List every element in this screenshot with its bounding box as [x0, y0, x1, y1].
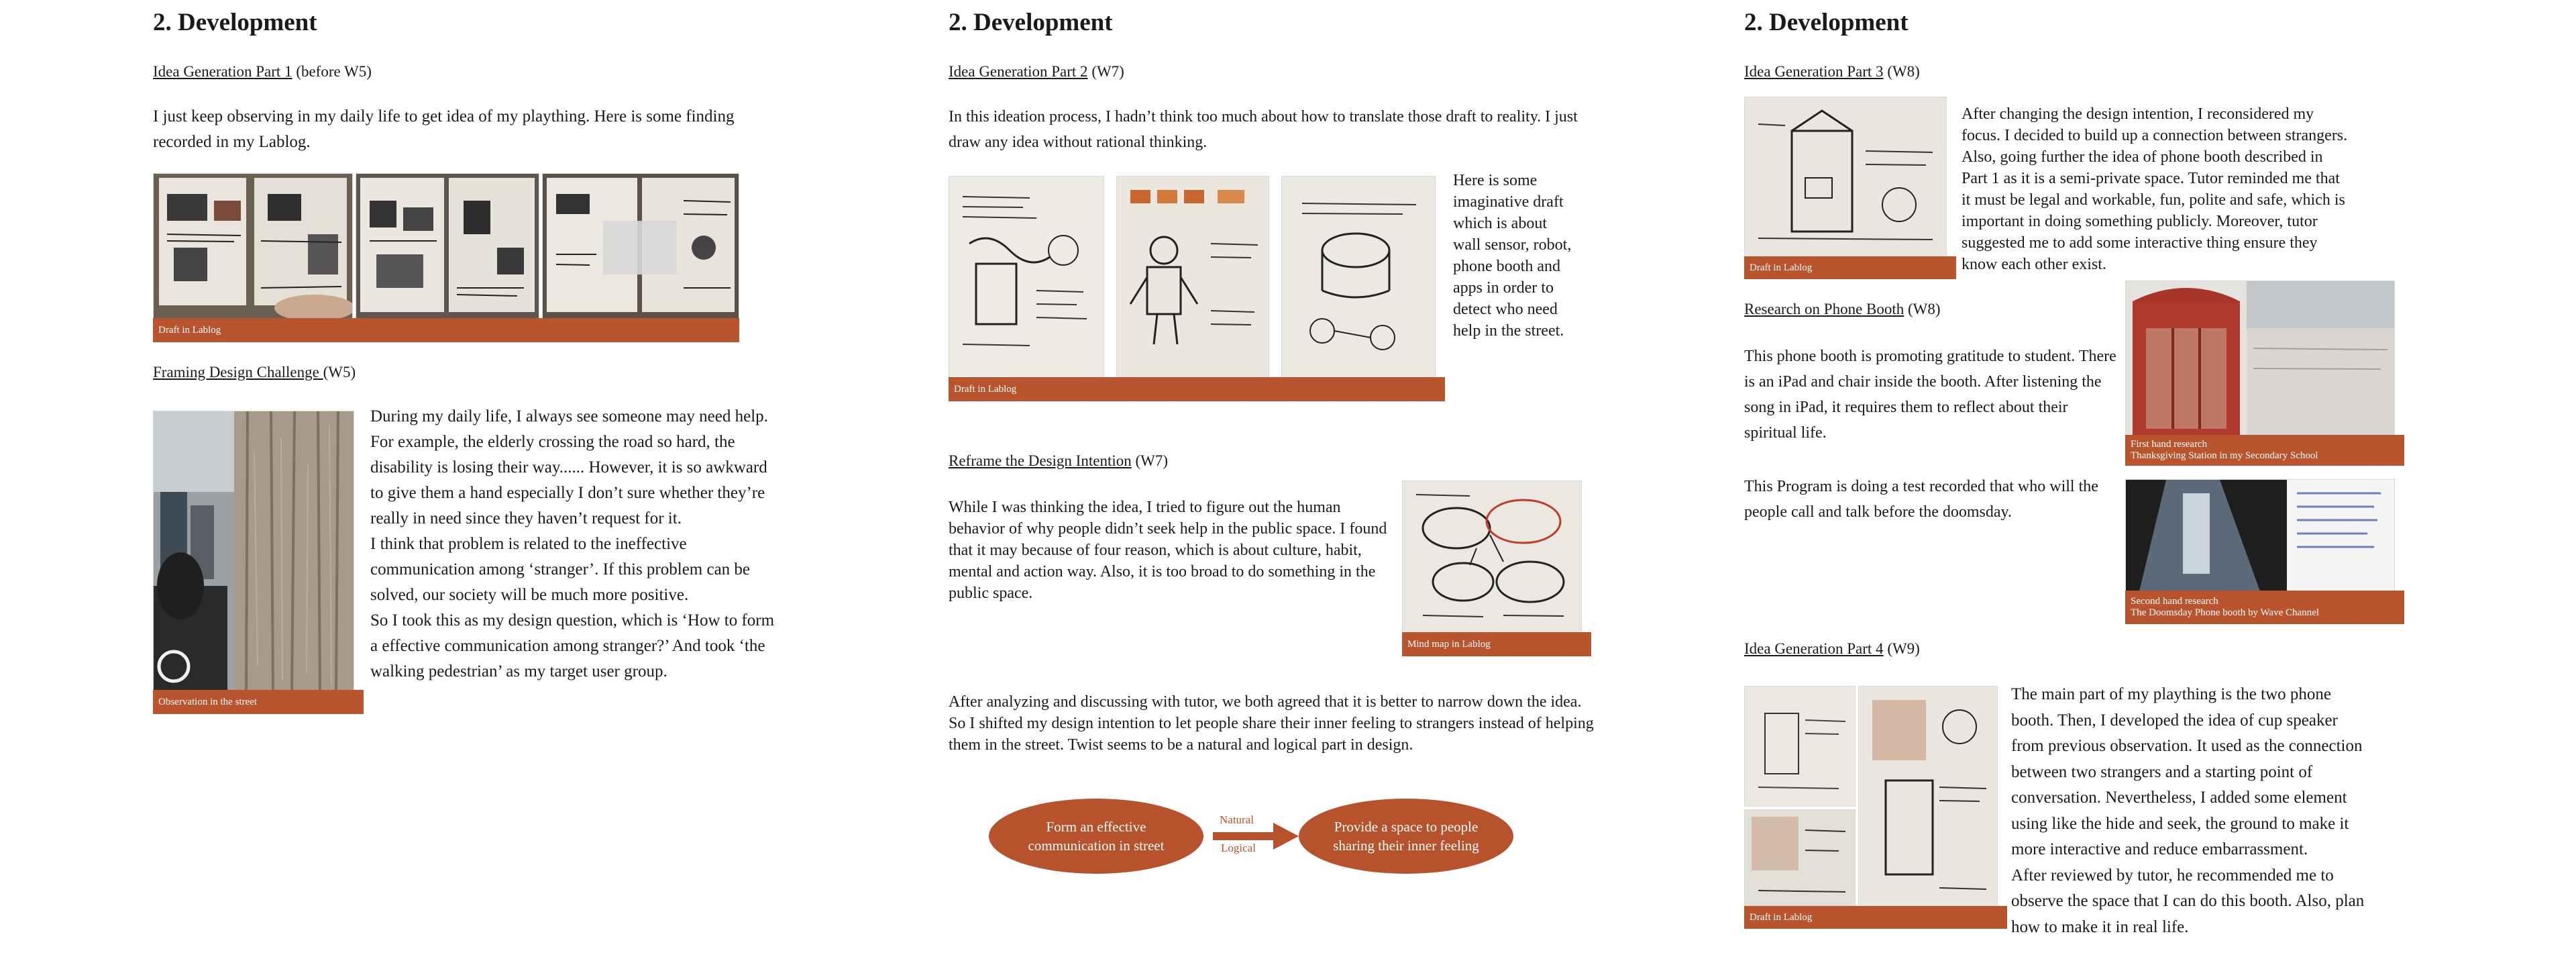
booth-draft-photo — [1744, 97, 1947, 258]
framing-line: During my daily life, I always see someone may need help. — [370, 407, 768, 425]
framing-line: communication among ‘stranger’. If this problem can be — [370, 560, 751, 578]
sketch-photo-1 — [949, 176, 1104, 378]
idea4-subtitle — [1744, 640, 1920, 658]
research-title: Research on Phone Booth — [1744, 301, 1904, 317]
idea2-subtitle — [949, 63, 1124, 81]
idea1-intro: I just keep observing in my daily life to get idea of my plaything. Here is some finding recorded in my Lablog. — [153, 107, 735, 151]
lablog-photo-2 — [356, 173, 539, 319]
lablog-caption — [153, 318, 739, 342]
idea3-body — [1962, 103, 2431, 275]
first-hand-photo — [2125, 281, 2395, 436]
booth-draft-caption-text: Draft in Lablog — [1750, 262, 1813, 273]
first-hand-caption — [2125, 435, 2404, 466]
reframe-body: While I was thinking the idea, I tried to figure out the human behavior of why people didn’t seek help in the public space. I found that it may because of four reason, which is about culture, habit, mental and action way. Also, it is too broad to do something in the public space. — [949, 499, 1387, 602]
idea4-line: observe the space that I can do this booth. Also, plan — [2011, 892, 2365, 910]
second-hand-caption-2: The Doomsday Phone booth by Wave Channel — [2131, 607, 2319, 618]
idea3-line: Also, going further the idea of phone booth described in — [1962, 148, 2323, 166]
booth-draft-caption — [1744, 256, 1956, 279]
framing-line: to give them a hand especially I don’t sure whether they’re — [370, 484, 765, 502]
street-caption-text: Observation in the street — [158, 696, 258, 707]
framing-body — [370, 404, 840, 685]
idea4-line: The main part of my plaything is the two phone — [2011, 685, 2331, 703]
idea3-line: focus. I decided to build up a connection between strangers. — [1962, 127, 2348, 144]
mindmap-caption — [1402, 632, 1591, 656]
panel2-heading: 2. Development — [949, 9, 1113, 36]
side-line: help in the street. — [1453, 322, 1564, 340]
first-hand-caption-1: First hand research — [2131, 439, 2208, 450]
side-line: imaginative draft — [1453, 193, 1564, 211]
side-line: phone booth and — [1453, 258, 1560, 275]
idea4-line: how to make it in real life. — [2011, 917, 2189, 936]
street-photo — [153, 411, 354, 691]
second-hand-photo — [2125, 479, 2395, 592]
second-hand-caption-1: Second hand research — [2131, 596, 2218, 607]
framing-line: For example, the elderly crossing the road so hard, the — [370, 433, 735, 451]
research-suffix: (W8) — [1904, 301, 1941, 317]
lablog-photo-1 — [153, 173, 353, 319]
side-line: apps in order to — [1453, 279, 1554, 297]
sketch-photo-2 — [1116, 176, 1269, 378]
arrow-label-logical: Logical — [1221, 842, 1256, 854]
framing-subtitle — [153, 364, 356, 381]
oval-form-communication — [989, 799, 1203, 874]
idea2-intro: In this ideation process, I hadn’t think too much about how to translate those draft to reality. I just draw any idea without rational thinking. — [949, 108, 1578, 151]
side-line: Here is some — [1453, 172, 1538, 189]
idea4-sketch-2 — [1858, 686, 1998, 918]
oval-left-text: Form an effective communication in street — [1028, 819, 1165, 854]
side-line: detect who need — [1453, 301, 1558, 318]
sketch-caption — [949, 377, 1445, 401]
idea4-line: After reviewed by tutor, he recommended me to — [2011, 866, 2334, 884]
idea4-line: using like the hide and seek, the ground to make it — [2011, 814, 2349, 833]
idea4-sketch-1 — [1744, 686, 1856, 807]
street-caption — [153, 690, 364, 714]
sketch-photo-3 — [1281, 176, 1436, 378]
panel3-heading: 2. Development — [1744, 9, 1909, 36]
idea3-line: important in doing something publicly. Moreover, tutor — [1962, 213, 2318, 230]
research-subtitle — [1744, 301, 1941, 318]
idea3-line: suggested me to add some interactive thing ensure they — [1962, 234, 2318, 252]
idea3-line: it must be legal and workable, fun, polite and safe, which is — [1962, 191, 2345, 209]
sketch-caption-text: Draft in Lablog — [954, 383, 1017, 395]
analysis-body: After analyzing and discussing with tutor, we both agreed that it is better to narrow down the idea. So I shifted my design intention to let people share their inner feeling to strangers instead of helping them in the street. Twist seems to be a natural and logical part in design. — [949, 693, 1594, 754]
framing-line: I think that problem is related to the ineffective — [370, 535, 687, 553]
idea4-line: from previous observation. It used as the connection — [2011, 737, 2363, 755]
framing-line: disability is losing their way...... However, it is so awkward — [370, 458, 767, 476]
side-line: which is about — [1453, 215, 1547, 232]
idea3-subtitle — [1744, 63, 1920, 81]
framing-line: So I took this as my design question, which is ‘How to form — [370, 611, 775, 629]
framing-line: a effective communication among stranger?’ And took ‘the — [370, 637, 765, 655]
framing-line: really in need since they haven’t request for it. — [370, 509, 682, 527]
idea3-line: After changing the design intention, I reconsidered my — [1962, 105, 2314, 123]
idea1-subtitle — [153, 63, 372, 81]
idea1-title: Idea Generation Part 1 — [153, 63, 292, 80]
idea3-line: know each other exist. — [1962, 256, 2106, 273]
sketch-side-text — [1453, 170, 1607, 342]
idea3-line: Part 1 as it is a semi-private space. Tutor reminded me that — [1962, 170, 2340, 187]
arrow-label-natural: Natural — [1220, 813, 1254, 826]
oval-provide-space — [1299, 799, 1513, 874]
idea4-line: conversation. Nevertheless, I added some element — [2011, 789, 2347, 807]
idea2-suffix: (W7) — [1087, 63, 1124, 80]
reframe-subtitle — [949, 452, 1168, 470]
idea4-line: more interactive and reduce embarrassment. — [2011, 840, 2308, 858]
side-line: wall sensor, robot, — [1453, 236, 1572, 254]
panel1-heading: 2. Development — [153, 9, 317, 36]
oval-right-text: Provide a space to people sharing their inner feeling — [1333, 819, 1479, 854]
idea4-caption — [1744, 906, 2007, 929]
lablog-caption-text: Draft in Lablog — [158, 324, 221, 336]
first-hand-caption-2: Thanksgiving Station in my Secondary School — [2131, 450, 2318, 461]
research-body-2: This Program is doing a test recorded that who will the people call and talk before the doomsday. — [1744, 478, 2098, 521]
idea4-sketch-3 — [1744, 809, 1856, 918]
framing-suffix: (W5) — [323, 364, 356, 381]
idea1-suffix: (before W5) — [292, 63, 372, 80]
idea4-body — [2011, 682, 2427, 940]
framing-title: Framing Design Challenge — [153, 364, 323, 381]
reframe-title: Reframe the Design Intention — [949, 452, 1132, 469]
framing-line: solved, our society will be much more positive. — [370, 586, 689, 604]
research-body-1: This phone booth is promoting gratitude to student. There is an iPad and chair inside the booth. After listening the song in iPad, it requires them to reflect about their spiritual life. — [1744, 348, 2116, 442]
idea2-title: Idea Generation Part 2 — [949, 63, 1088, 80]
idea4-line: between two strangers and a starting point of — [2011, 762, 2313, 781]
idea4-caption-text: Draft in Lablog — [1750, 911, 1813, 923]
framing-line: walking pedestrian’ as my target user group. — [370, 662, 667, 680]
idea3-suffix: (W8) — [1883, 63, 1920, 80]
reframe-suffix: (W7) — [1131, 452, 1169, 469]
second-hand-caption — [2125, 591, 2404, 624]
idea4-line: booth. Then, I developed the idea of cup speaker — [2011, 711, 2338, 729]
idea4-suffix: (W9) — [1883, 640, 1920, 657]
mindmap-caption-text: Mind map in Lablog — [1407, 638, 1491, 650]
idea3-title: Idea Generation Part 3 — [1744, 63, 1884, 80]
idea4-title: Idea Generation Part 4 — [1744, 640, 1884, 657]
mindmap-photo — [1402, 480, 1582, 634]
lablog-photo-3 — [542, 173, 739, 319]
